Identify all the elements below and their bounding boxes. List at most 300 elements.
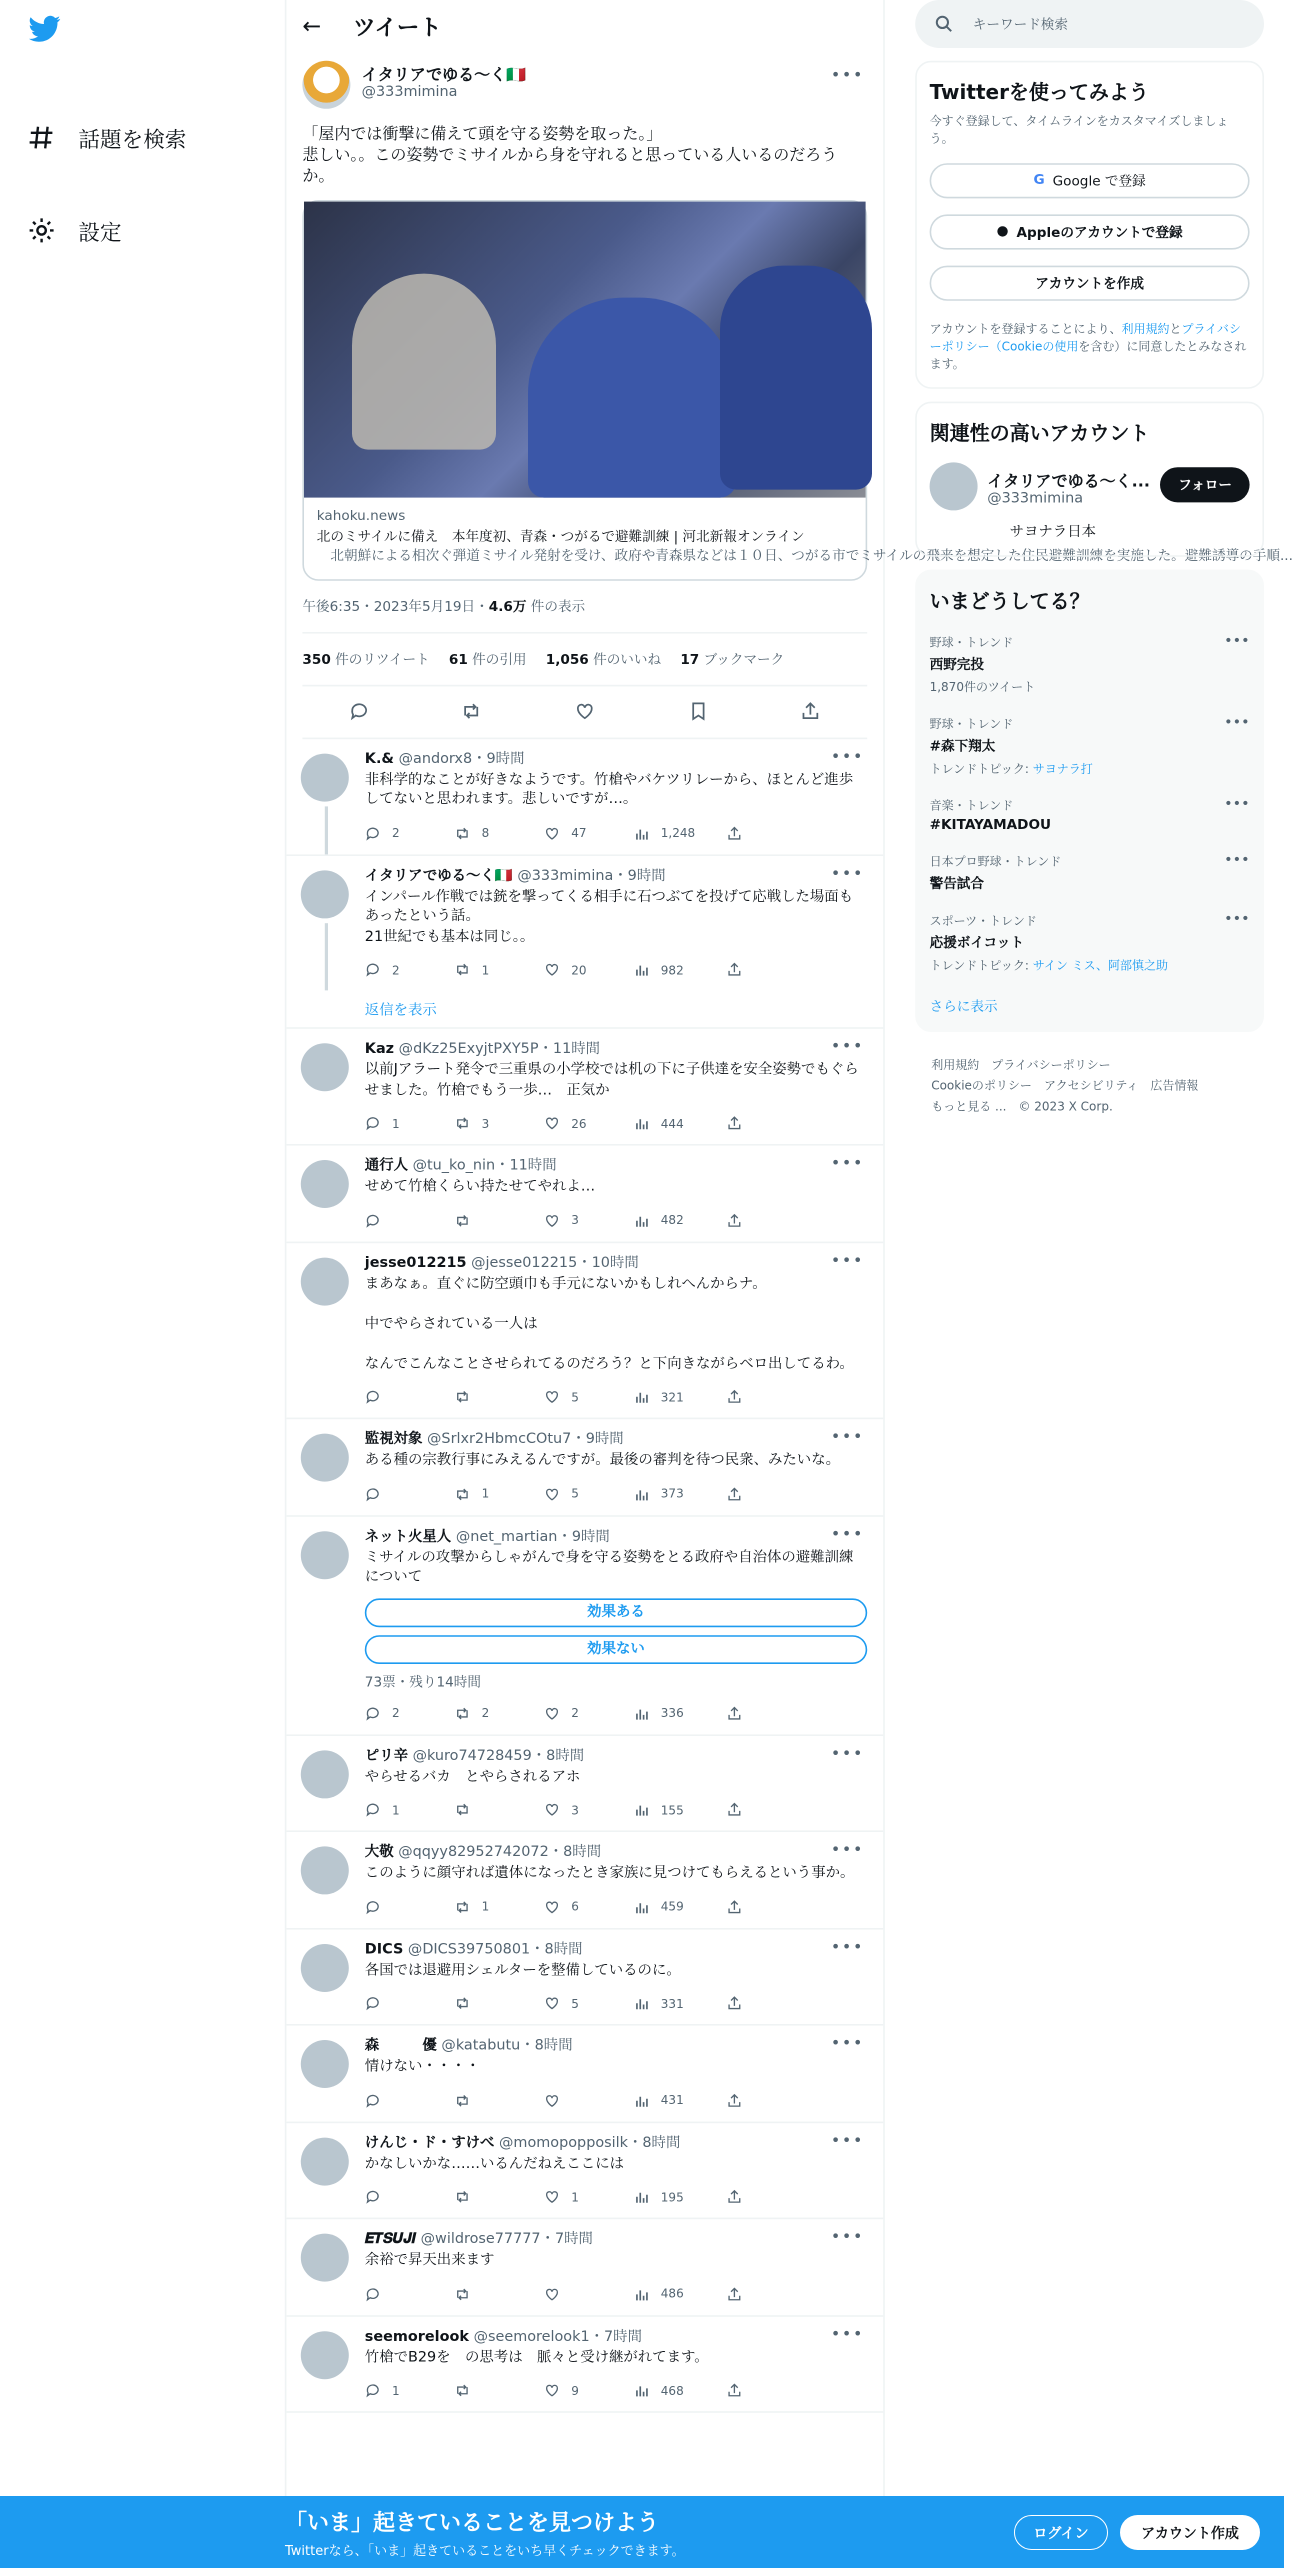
avatar[interactable] <box>302 61 350 109</box>
count: 47 <box>571 825 587 840</box>
reply-tweet[interactable] <box>286 2316 883 2413</box>
count: 2 <box>392 1705 400 1720</box>
right-sidebar <box>915 0 1264 1117</box>
count: 321 <box>660 1389 684 1404</box>
poll <box>365 1598 867 1664</box>
poll-option-2[interactable]: 効果ない <box>365 1634 867 1663</box>
avatar[interactable] <box>301 1750 349 1798</box>
views-icon <box>634 2189 650 2205</box>
trend-item[interactable] <box>930 634 1250 696</box>
like-action[interactable] <box>544 2382 634 2398</box>
related-name[interactable]: イタリアでゆる～く... <box>987 472 1150 491</box>
search-input[interactable] <box>915 0 1264 48</box>
reply-author-name[interactable]: Kaz <box>364 1041 395 1058</box>
count: 459 <box>660 1899 684 1914</box>
reply-tweet[interactable] <box>286 2122 883 2219</box>
reply-author-name[interactable]: イタリアでゆる～く🇮🇹 <box>364 868 513 884</box>
reply-author-handle[interactable]: @qqyy82952742072・8時間 <box>398 1844 602 1861</box>
views-action[interactable] <box>634 1115 724 1131</box>
follow-button[interactable]: フォロー <box>1161 467 1250 502</box>
reply-tweet[interactable] <box>286 1146 883 1243</box>
count: 195 <box>660 2189 684 2204</box>
like-action[interactable] <box>544 825 634 841</box>
retweet-action[interactable] <box>454 2382 544 2398</box>
count: 6 <box>571 1899 579 1914</box>
gear-icon <box>27 216 56 245</box>
like-action[interactable] <box>544 1212 634 1228</box>
reply-author-handle[interactable]: @momopopposilk・8時間 <box>499 2135 681 2152</box>
views-action[interactable] <box>634 825 724 841</box>
like-icon <box>544 1389 560 1405</box>
more-icon[interactable]: ••• <box>1224 633 1250 650</box>
avatar[interactable] <box>301 1257 349 1305</box>
share-icon[interactable] <box>726 2286 742 2302</box>
terms-link[interactable]: 利用規約 <box>1121 321 1170 336</box>
views-icon <box>634 1389 650 1405</box>
reply-action[interactable] <box>365 2092 455 2108</box>
views-action[interactable] <box>634 2092 724 2108</box>
share-icon[interactable] <box>726 1705 742 1721</box>
card-domain: kahoku.news <box>316 508 406 525</box>
views-action[interactable] <box>634 2189 724 2205</box>
like-action[interactable] <box>544 1995 634 2011</box>
reply-text: 余裕で昇天出来ます <box>364 2252 495 2269</box>
footer-link[interactable]: もっと見る ... <box>931 1099 1007 1114</box>
count: 2 <box>481 1705 490 1720</box>
stat-bookmarks[interactable]: 17 ブックマーク <box>680 652 785 668</box>
like-action[interactable] <box>544 1389 634 1405</box>
hash-icon <box>27 123 56 152</box>
like-action[interactable] <box>544 1705 634 1721</box>
more-icon[interactable]: ••• <box>830 1938 864 1956</box>
count: 1,248 <box>660 825 696 840</box>
retweet-icon[interactable] <box>461 701 482 722</box>
like-icon <box>544 1115 560 1131</box>
share-icon[interactable] <box>726 1995 742 2011</box>
like-icon <box>544 1995 560 2011</box>
more-icon[interactable]: ••• <box>830 2035 864 2053</box>
footer-link[interactable]: アクセシビリティ <box>1043 1078 1139 1093</box>
count: 1 <box>392 2383 400 2398</box>
avatar[interactable] <box>301 1846 349 1894</box>
footer-links <box>915 1054 1264 1116</box>
reply-text: 以前Jアラート発令で三重県の小学校では机の下に子供達を安全姿勢でもぐらせました。竹槍でもう一歩… 正気か <box>364 1062 859 1099</box>
reply-icon <box>365 2286 381 2302</box>
signup-banner <box>0 2496 1284 2568</box>
more-icon[interactable]: ••• <box>830 1525 864 1544</box>
share-icon[interactable] <box>726 1898 742 1914</box>
reply-actions <box>365 2381 867 2400</box>
view-count: 4.6万 <box>488 599 527 616</box>
reply-action[interactable] <box>365 1486 455 1502</box>
count: 20 <box>571 962 587 977</box>
more-icon[interactable]: ••• <box>830 2228 864 2247</box>
count: 9 <box>571 2383 579 2398</box>
search-placeholder: キーワード検索 <box>972 17 1069 34</box>
nav-explore[interactable] <box>27 122 186 154</box>
reply-icon <box>365 1212 381 1228</box>
reply-tweet[interactable] <box>286 1242 883 1419</box>
reply-actions <box>365 2090 867 2109</box>
like-icon <box>544 825 560 841</box>
reply-tweet[interactable] <box>286 1735 883 1832</box>
reply-icon <box>365 2092 381 2108</box>
views-action[interactable] <box>634 962 724 978</box>
like-action[interactable] <box>544 2286 634 2302</box>
avatar[interactable] <box>301 1043 349 1091</box>
author-name[interactable]: イタリアでゆる～く🇮🇹 <box>361 67 527 85</box>
trend-item[interactable] <box>930 715 1250 777</box>
reply-tweet[interactable] <box>286 855 883 990</box>
reply-tweet[interactable] <box>286 1516 883 1735</box>
reply-text: やらせるバカ とやらされるアホ <box>364 1768 581 1785</box>
more-icon[interactable]: ••• <box>1224 852 1250 869</box>
like-icon[interactable] <box>574 701 595 722</box>
reply-icon <box>365 2189 381 2205</box>
reply-action[interactable] <box>365 825 455 841</box>
reply-tweet[interactable] <box>286 1832 883 1929</box>
retweet-action[interactable] <box>454 2189 544 2205</box>
trend-topic-link[interactable]: サイン ミス、阿部慎之助 <box>1032 958 1169 973</box>
reply-tweet[interactable] <box>286 1029 883 1146</box>
views-action[interactable] <box>634 1802 724 1818</box>
trend-item[interactable] <box>930 912 1250 974</box>
avatar[interactable] <box>301 2330 349 2378</box>
share-icon[interactable] <box>726 825 742 841</box>
count: 26 <box>571 1116 587 1131</box>
reply-author-handle[interactable]: @seemorelook1・7時間 <box>473 2328 642 2345</box>
tweet-stats <box>302 633 867 686</box>
reply-text: せめて竹槍くらい持たせてやれよ… <box>364 1179 596 1196</box>
reply-author-name[interactable]: K.& <box>364 751 394 768</box>
reply-author-name[interactable]: 大敬 <box>364 1844 394 1861</box>
avatar[interactable] <box>930 462 978 510</box>
reply-actions <box>365 2187 867 2206</box>
retweet-icon <box>454 2286 470 2302</box>
reply-author-handle[interactable]: @net_martian・9時間 <box>455 1528 610 1545</box>
reply-action[interactable] <box>365 962 455 978</box>
apple-icon: ● <box>996 224 1009 240</box>
count: 2 <box>392 825 400 840</box>
trends-box <box>915 570 1264 1032</box>
share-icon[interactable] <box>726 1389 742 1405</box>
count: 5 <box>571 1996 579 2011</box>
like-action[interactable] <box>544 1898 634 1914</box>
count: 468 <box>660 2383 684 2398</box>
like-action[interactable] <box>544 1802 634 1818</box>
reply-action[interactable] <box>365 2189 455 2205</box>
stat-likes[interactable]: 1,056 件のいいね <box>545 652 662 668</box>
reply-author-name[interactable]: 森 優 <box>364 2038 437 2055</box>
retweet-action[interactable] <box>454 1705 544 1721</box>
reply-icon <box>365 1705 381 1721</box>
privacy-link[interactable]: プライバシーポリシー（Cookieの使用 <box>929 321 1241 354</box>
nav-settings-label: 設定 <box>78 220 122 247</box>
reply-text: 竹槍でB29を の思考は 脈々と受け継がれてます。 <box>364 2349 709 2366</box>
count: 3 <box>571 1212 579 1228</box>
bookmark-icon[interactable] <box>687 701 708 722</box>
reply-icon <box>365 1389 381 1405</box>
share-icon[interactable] <box>726 1115 742 1131</box>
retweet-icon <box>454 2092 470 2108</box>
views-action[interactable] <box>634 2382 724 2398</box>
trend-topic-link[interactable]: サヨナラ打 <box>1032 761 1093 776</box>
signup-sub: 今すぐ登録して、タイムラインをカスタマイズしましょう。 <box>929 113 1229 146</box>
reply-action[interactable] <box>365 1995 455 2011</box>
reply-author-handle[interactable]: @333mimina・9時間 <box>517 868 666 884</box>
reply-author-name[interactable]: ネット火星人 <box>364 1528 452 1545</box>
google-icon: G <box>1033 172 1045 189</box>
timestamp <box>302 596 867 633</box>
reply-author-name[interactable]: 𝑬𝑻𝑺𝑼𝑱𝑰 <box>364 2232 417 2248</box>
views-action[interactable] <box>634 1898 724 1914</box>
count: 1 <box>481 1486 490 1501</box>
retweet-action[interactable] <box>454 1212 544 1228</box>
retweet-icon <box>454 2189 470 2205</box>
share-icon[interactable] <box>726 1486 742 1502</box>
retweet-icon <box>454 1486 470 1502</box>
count: 155 <box>660 1802 684 1817</box>
reply-tweet[interactable] <box>286 1419 883 1516</box>
retweet-action[interactable] <box>454 2286 544 2302</box>
views-action[interactable] <box>634 1705 724 1721</box>
views-action[interactable] <box>634 1389 724 1405</box>
count: 331 <box>660 1996 684 2011</box>
nav-explore-label: 話題を検索 <box>78 128 187 154</box>
count: 5 <box>571 1486 579 1501</box>
create-account-button[interactable]: アカウントを作成 <box>930 266 1250 301</box>
reply-actions <box>365 1114 867 1133</box>
reply-author-handle[interactable]: @DICS39750801・8時間 <box>407 1941 583 1958</box>
more-icon[interactable]: ••• <box>830 1252 864 1270</box>
like-icon <box>544 2382 560 2398</box>
reply-action[interactable] <box>365 1705 455 1721</box>
trend-item[interactable] <box>930 797 1250 834</box>
like-action[interactable] <box>544 1486 634 1502</box>
trend-category: 日本プロ野球・トレンド <box>929 854 1062 869</box>
trend-name: #KITAYAMADOU <box>929 817 1052 834</box>
retweet-icon <box>454 1212 470 1228</box>
share-icon[interactable] <box>726 2092 742 2108</box>
retweet-action[interactable] <box>454 825 544 841</box>
more-icon[interactable]: ••• <box>830 748 864 766</box>
share-icon[interactable] <box>726 1802 742 1818</box>
reply-action[interactable] <box>365 1212 455 1228</box>
related-handle[interactable]: @333mimina <box>987 490 1084 507</box>
retweet-action[interactable] <box>454 962 544 978</box>
more-icon[interactable]: ••• <box>830 864 864 883</box>
retweet-icon <box>454 962 470 978</box>
like-action[interactable] <box>544 2189 634 2205</box>
retweet-action[interactable] <box>454 2092 544 2108</box>
share-icon[interactable] <box>726 2382 742 2398</box>
share-icon[interactable] <box>726 1212 742 1228</box>
avatar[interactable] <box>301 870 349 918</box>
reply-author-handle[interactable]: @tu_ko_nin・11時間 <box>412 1158 557 1175</box>
reply-tweet[interactable] <box>286 1929 883 2026</box>
retweet-icon <box>454 1115 470 1131</box>
reply-actions <box>365 1703 867 1722</box>
card-title: 北のミサイルに備え 本年度初、青森・つがるで避難訓練 | 河北新報オンライン <box>316 528 805 545</box>
retweet-icon <box>454 1802 470 1818</box>
like-icon <box>544 1212 560 1228</box>
like-action[interactable] <box>544 2092 634 2108</box>
stat-quotes[interactable]: 61 件の引用 <box>448 652 527 668</box>
reply-tweet[interactable] <box>286 2026 883 2123</box>
more-icon[interactable]: ••• <box>830 1428 864 1447</box>
signup-box <box>915 61 1264 389</box>
trend-category: スポーツ・トレンド <box>929 913 1037 928</box>
views-icon <box>634 2382 650 2398</box>
count: 373 <box>660 1486 684 1501</box>
more-icon[interactable]: ••• <box>830 67 864 85</box>
retweet-action[interactable] <box>454 1486 544 1502</box>
reply-actions <box>365 1897 867 1916</box>
reply-action[interactable] <box>365 2382 455 2398</box>
like-action[interactable] <box>544 1115 634 1131</box>
share-icon[interactable] <box>726 962 742 978</box>
views-icon <box>634 1115 650 1131</box>
reply-actions <box>365 2284 867 2303</box>
views-icon <box>634 1995 650 2011</box>
reply-author-name[interactable]: DICS <box>364 1941 404 1958</box>
retweet-icon <box>454 1995 470 2011</box>
related-accounts <box>915 402 1264 557</box>
reply-action[interactable] <box>365 1802 455 1818</box>
nav-settings[interactable] <box>27 214 121 246</box>
like-icon <box>544 2092 560 2108</box>
trends-title: いまどうしてる？ <box>929 588 1090 613</box>
count: 1 <box>481 962 490 977</box>
footer-link[interactable]: Cookieのポリシー <box>931 1078 1032 1093</box>
reply-author-name[interactable]: 監視対象 <box>364 1432 423 1448</box>
show-replies-link[interactable]: 返信を表示 <box>286 990 883 1028</box>
reply-author-name[interactable]: jesse012215 <box>364 1255 467 1272</box>
signup-button[interactable]: アカウント作成 <box>1120 2515 1260 2550</box>
reply-icon <box>365 1898 381 1914</box>
reply-text: 非科学的なことが好きなようです。竹槍やバケツリレーから、ほとんど進歩してないと思われます。悲しいですが…。 <box>364 772 854 808</box>
retweet-action[interactable] <box>454 1389 544 1405</box>
apple-signup-button[interactable]: ● Appleのアカウントで登録 <box>930 214 1250 249</box>
more-icon[interactable]: ••• <box>830 1155 864 1173</box>
trend-category: 音楽・トレンド <box>929 798 1014 813</box>
reply-author-handle[interactable]: @dKz25ExyjtPXY5P・11時間 <box>398 1041 601 1058</box>
more-icon[interactable]: ••• <box>1224 796 1250 813</box>
thread-line <box>325 922 328 990</box>
reply-author-handle[interactable]: @andorx8・9時間 <box>398 751 525 768</box>
count: 431 <box>660 2092 684 2108</box>
avatar[interactable] <box>301 1160 349 1208</box>
avatar[interactable] <box>301 1530 349 1578</box>
reply-author-handle[interactable]: @kuro74728459・8時間 <box>412 1748 585 1764</box>
reply-author-name[interactable]: seemorelook <box>364 2328 469 2345</box>
more-icon[interactable]: ••• <box>830 1744 864 1763</box>
more-icon[interactable]: ••• <box>1224 715 1250 732</box>
reply-author-handle[interactable]: @jesse012215・10時間 <box>471 1255 639 1272</box>
footer-link[interactable]: 利用規約 <box>931 1057 980 1072</box>
views-action[interactable] <box>634 1212 724 1228</box>
banner-title: 「いま」起きていることを見つけよう <box>285 2511 660 2536</box>
related-title: 関連性の高いアカウント <box>929 420 1150 445</box>
reply-icon[interactable] <box>348 701 369 722</box>
views-action[interactable] <box>634 2286 724 2302</box>
twitter-logo-icon[interactable] <box>27 13 62 45</box>
avatar[interactable] <box>301 2137 349 2185</box>
reply-list <box>286 738 883 2412</box>
avatar[interactable] <box>301 2040 349 2088</box>
author-handle[interactable]: @333mimina <box>361 84 458 101</box>
trend-category: 野球・トレンド <box>929 635 1014 650</box>
reply-tweet[interactable] <box>286 2219 883 2316</box>
retweet-action[interactable] <box>454 1802 544 1818</box>
views-action[interactable] <box>634 1486 724 1502</box>
retweet-action[interactable] <box>454 1115 544 1131</box>
view-label: 件の表示 <box>530 599 586 616</box>
timestamp-text[interactable]: 午後6:35・2023年5月19日・ <box>302 599 489 616</box>
retweet-action[interactable] <box>454 1898 544 1914</box>
reply-author-handle[interactable]: @wildrose77777・7時間 <box>420 2232 593 2248</box>
reply-icon <box>365 1802 381 1818</box>
avatar[interactable] <box>301 2234 349 2282</box>
banner-subtitle: Twitterなら、「いま」起きていることをいち早くチェックできます。 <box>285 2544 685 2559</box>
count: 982 <box>660 962 684 977</box>
show-more-link[interactable]: さらに表示 <box>929 1000 998 1016</box>
reply-text: 情けない・・・・ <box>364 2059 481 2076</box>
trend-name: 警告試合 <box>929 876 985 893</box>
share-icon[interactable] <box>800 701 821 722</box>
trend-item[interactable] <box>930 853 1250 893</box>
share-icon[interactable] <box>726 2189 742 2205</box>
trend-sub: トレンドトピック: サイン ミス、阿部慎之助 <box>929 958 1169 973</box>
count: 336 <box>660 1705 684 1720</box>
trend-sub: トレンドトピック: サヨナラ打 <box>929 761 1093 776</box>
footer-link[interactable]: 広告情報 <box>1150 1078 1199 1093</box>
views-action[interactable] <box>634 1995 724 2011</box>
page-title: ツイート <box>353 16 442 42</box>
retweet-action[interactable] <box>454 1995 544 2011</box>
footer-link[interactable]: プライバシーポリシー <box>991 1057 1111 1072</box>
trend-name: 応援ボイコット <box>929 936 1024 952</box>
reply-action[interactable] <box>365 2286 455 2302</box>
reply-text: かなしいかな……いるんだねえここには <box>364 2156 625 2172</box>
like-action[interactable] <box>544 962 634 978</box>
login-button[interactable]: ログイン <box>1014 2515 1108 2550</box>
reply-author-handle[interactable]: @Srlxr2HbmcCOtu7・9時間 <box>427 1432 624 1448</box>
poll-option-1[interactable]: 効果ある <box>365 1598 867 1627</box>
reply-author-name[interactable]: 通行人 <box>364 1158 409 1175</box>
reply-author-name[interactable]: けんじ・ド・すけべ <box>364 2135 495 2152</box>
reply-author-handle[interactable]: @katabutu・8時間 <box>441 2038 573 2055</box>
reply-tweet[interactable] <box>286 738 883 855</box>
avatar[interactable] <box>301 1434 349 1482</box>
count: 3 <box>571 1802 579 1817</box>
more-icon[interactable]: ••• <box>830 2132 864 2150</box>
more-icon[interactable]: ••• <box>830 2325 864 2344</box>
reply-action[interactable] <box>365 1115 455 1131</box>
reply-author-name[interactable]: ピリ辛 <box>364 1748 409 1764</box>
more-icon[interactable]: ••• <box>830 1841 864 1860</box>
count: 3 <box>481 1116 490 1131</box>
reply-action[interactable] <box>365 1898 455 1914</box>
reply-action[interactable] <box>365 1389 455 1405</box>
avatar[interactable] <box>301 753 349 801</box>
google-signup-button[interactable]: G Google で登録 <box>930 163 1250 198</box>
stat-retweets[interactable]: 350 件のリツイート <box>302 652 430 668</box>
back-arrow-icon[interactable]: ← <box>302 14 322 40</box>
more-icon[interactable]: ••• <box>830 1038 864 1056</box>
more-icon[interactable]: ••• <box>1224 912 1250 928</box>
avatar[interactable] <box>301 1943 349 1991</box>
